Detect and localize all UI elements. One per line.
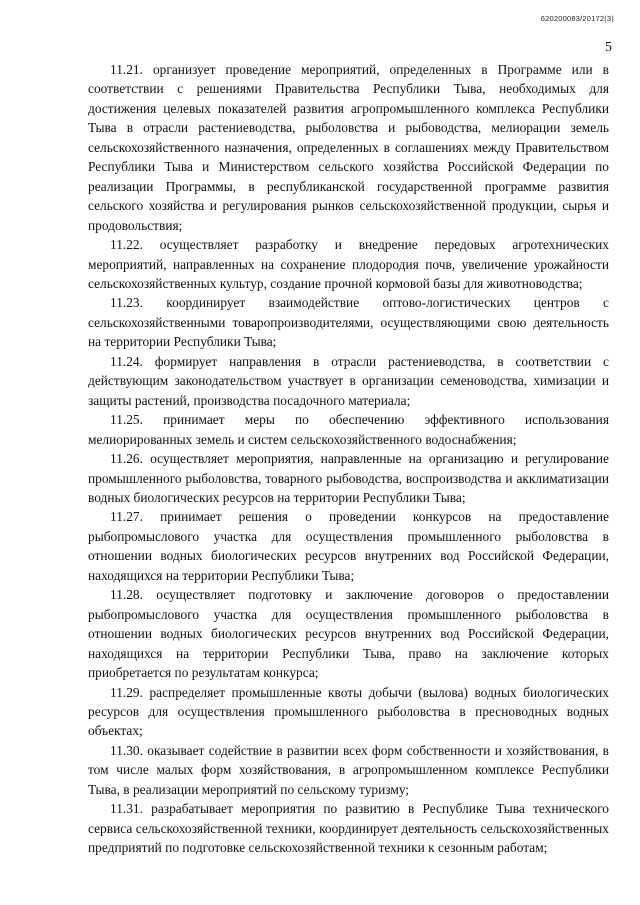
- paragraph-11-30: 11.30. оказывает содействие в развитии всех форм собственности и хозяйствования, в том числе малых форм хозяйствования, в агропромышленном комплексе Республики Тыва, в реализации мероприятий по сельскому туризму;: [88, 742, 609, 797]
- document-body: [88, 60, 609, 858]
- paragraph-11-24: 11.24. формирует направления в отрасли растениеводства, в соответствии с действующим законодательством участвует в организации семеноводства, химизации и защиты растений, производства посадочного материала;: [88, 353, 609, 408]
- paragraph-11-26: 11.26. осуществляет мероприятия, направленные на организацию и регулирование промышленного рыболовства, товарного рыбоводства, воспроизводства и акклиматизации водных биологических ресурсов на территории Республики Тыва;: [88, 451, 609, 505]
- document-code: 620200083/20172(3): [540, 14, 614, 23]
- paragraph-11-21: 11.21. организует проведение мероприятий, определенных в Программе или в соответствии с решениями Правительства Республики Тыва, необходимых для достижения целевых показателей развития агропромышленного комплекса Республики Тыва в отрасли растениеводства, рыболовства и рыбоводства, мелиорации земель сельскохозяйственного назначения, определенных в соглашениях между Правительством Республики Тыва и Министерством сельского хозяйства Российской Федерации по реализации Программы, в республиканской государственной программе развития сельского хозяйства и регулирования рынков сельскохозяйственной продукции, сырья и продовольствия;: [88, 62, 609, 233]
- paragraph-11-23: 11.23. координирует взаимодействие оптово-логистических центров с сельскохозяйственными товаропроизводителями, осуществляющими свою деятельность на территории Республики Тыва;: [88, 295, 609, 350]
- paragraph-11-31: 11.31. разрабатывает мероприятия по развитию в Республике Тыва технического сервиса сельскохозяйственной техники, координирует деятельность сельскохозяйственных предприятий по подготовке сельскохозяйственной техники к сезонным работам;: [88, 801, 609, 856]
- page-number: 5: [605, 40, 612, 55]
- paragraph-11-25: 11.25. принимает меры по обеспечению эффективного использования мелиорированных земель и систем сельскохозяйственного водоснабжения;: [88, 412, 609, 447]
- paragraph-11-28: 11.28. осуществляет подготовку и заключение договоров о предоставлении рыбопромыслового участка для осуществления промышленного рыболовства в отношении водных биологических ресурсов внутренних вод Российской Федерации, находящихся на территории Республики Тыва, право на заключение которых приобретается по результатам конкурса;: [88, 587, 609, 681]
- paragraph-11-29: 11.29. распределяет промышленные квоты добычи (вылова) водных биологических ресурсов для осуществления промышленного рыболовства в пресноводных водных объектах;: [88, 684, 609, 739]
- paragraph-11-22: 11.22. осуществляет разработку и внедрение передовых агротехнических мероприятий, направленных на сохранение плодородия почв, увеличение урожайности сельскохозяйственных культур, создание прочной кормовой базы для животноводства;: [88, 237, 609, 291]
- paragraph-11-27: 11.27. принимает решения о проведении конкурсов на предоставление рыбопромыслового участка для осуществления промышленного рыболовства в отношении водных биологических ресурсов внутренних вод Российской Федерации, находящихся на территории Республики Тыва;: [88, 509, 609, 583]
